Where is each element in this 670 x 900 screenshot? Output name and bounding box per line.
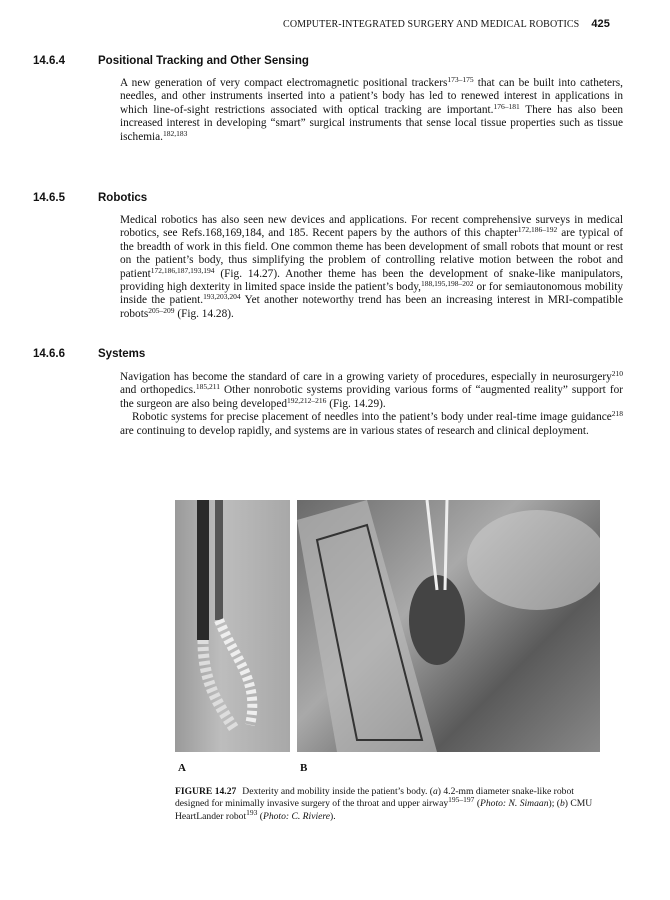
figure-panel-b-heartlander-photo (297, 500, 600, 752)
citation-superscript: 195–197 (448, 795, 475, 805)
section-title: Systems (98, 348, 146, 360)
section-heading-14-6-5 (33, 192, 147, 204)
page-number: 425 (591, 18, 610, 30)
italic-text: Photo: C. Riviere (262, 810, 331, 822)
figure-caption (175, 786, 600, 823)
text-run: (Fig. 14.28). (174, 307, 234, 320)
text-run: and orthopedics. (120, 384, 196, 397)
text-run: A new generation of very compact electromagnetic positional trackers (120, 77, 448, 89)
citation-superscript: 192,212–216 (287, 395, 327, 405)
section-title: Positional Tracking and Other Sensing (98, 55, 309, 67)
citation-superscript: 205–209 (148, 305, 175, 315)
section-body (120, 77, 623, 144)
citation-superscript: 193,203,204 (203, 292, 241, 302)
text-run: that can be built into catheters, needles, and other instruments inserted into a patient’s body has led to renewed interest in applications in which line-of-sight restrictions associated with optical tracking are important. (120, 77, 623, 116)
text-run: ) 4.2-mm diameter snake-like robot designed for minimally invasive surgery of the throat and upper airway (175, 786, 574, 810)
section-number: 14.6.5 (33, 192, 65, 204)
text-run: Other nonrobotic systems providing various forms of “augmented reality” support for the surgeon are also being developed (120, 384, 623, 410)
text-run: Dexterity and mobility inside the patient’s body. ( (242, 786, 433, 797)
citation-superscript: 185,211 (195, 382, 220, 392)
paragraph (120, 371, 623, 411)
text-run: Navigation has become the standard of care in a growing variety of procedures, especially in neurosurgery (120, 371, 612, 383)
citation-superscript: 210 (611, 369, 623, 378)
running-header (283, 18, 610, 30)
citation-superscript: 172,186–192 (517, 225, 558, 235)
figure-label: FIGURE 14.27 (175, 786, 237, 797)
text-run: Robotic systems for precise placement of needles into the patient’s body under real-time image guidance (132, 411, 612, 424)
text-run: ( (257, 810, 263, 822)
section-body (120, 214, 623, 321)
panel-b-label: B (300, 762, 308, 774)
snake-robot-illustration (175, 500, 290, 752)
running-title: COMPUTER-INTEGRATED SURGERY AND MEDICAL ROBOTICS (283, 19, 580, 30)
paragraph (120, 214, 623, 321)
text-run: ) CMU HeartLander robot (175, 798, 593, 822)
text-run: or for semiautonomous mobility inside the patient. (120, 281, 623, 307)
italic-text: b (559, 798, 565, 810)
section-heading-14-6-6 (33, 348, 145, 360)
section-heading-14-6-4 (33, 55, 309, 67)
text-run: Medical robotics has also seen new devices and applications. For recent comprehensive surveys in medical robotics, see Refs.168,169,184, and 185. Recent papers by the authors of this chapter (120, 214, 623, 240)
paragraph (120, 77, 623, 144)
section-title: Robotics (98, 192, 148, 204)
citation-superscript: 176–181 (493, 101, 520, 111)
figure-panel-a-snake-robot-photo (175, 500, 290, 752)
citation-superscript: 188,195,198–202 (420, 279, 474, 289)
text-run: Yet another noteworthy trend has been an increasing interest in MRI-compatible robots (120, 294, 624, 320)
heartlander-illustration (297, 500, 600, 752)
caption-text (175, 786, 592, 822)
italic-text: a (432, 786, 438, 797)
citation-superscript: 218 (611, 409, 623, 419)
citation-superscript: 182,183 (162, 128, 188, 138)
citation-superscript: 193 (246, 807, 258, 817)
paragraph (120, 411, 623, 438)
text-run: ( (474, 798, 481, 810)
citation-superscript: 173–175 (447, 75, 474, 84)
section-number: 14.6.6 (33, 348, 65, 360)
text-run: ). (330, 810, 336, 822)
section-number: 14.6.4 (33, 55, 65, 67)
panel-a-label: A (178, 762, 186, 774)
text-run: (Fig. 14.29). (326, 397, 386, 410)
section-body (120, 371, 623, 438)
text-run: ); ( (548, 798, 560, 810)
text-run: are typical of the breadth of work in this field. One common theme has been development of small robots that mount or rest on the patient’s body, thus simplifying the problem of controlling relative motion between the robot and patient (120, 227, 623, 280)
text-run: are continuing to develop rapidly, and systems are in various states of research and clinical deployment. (120, 424, 589, 437)
text-run: (Fig. 14.27). Another theme has been the development of snake-like manipulators, providing high dexterity in limited space inside the patient’s body, (120, 267, 623, 294)
citation-superscript: 172,186,187,193,194 (150, 265, 215, 275)
text-run: There has also been increased interest in developing “smart” surgical instruments that sense local tissue properties such as tissue ischemia. (120, 103, 624, 143)
italic-text: Photo: N. Simaan (480, 798, 549, 810)
